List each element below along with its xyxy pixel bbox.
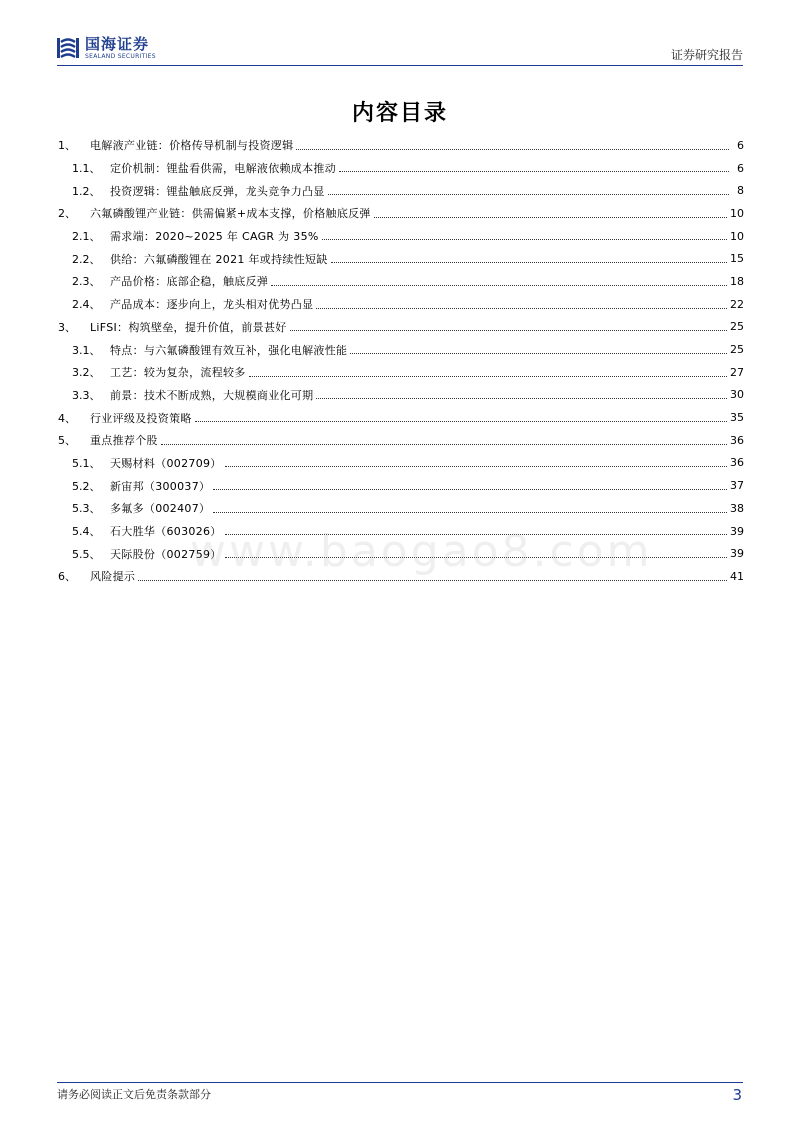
toc-leader-dots [290,329,727,331]
toc-leader-dots [249,375,727,377]
toc-entry-page: 6 [737,161,744,175]
toc-entry-title: 定价机制：锂盐看供需，电解液依赖成本推动 [110,162,336,176]
toc-leader-dots [328,193,729,195]
page-number: 3 [732,1086,742,1104]
toc-leader-dots [225,465,727,467]
toc-entry-page: 18 [730,274,744,288]
toc-entry[interactable] [58,316,744,339]
toc-entry-title: 供给：六氟磷酸锂在 2021 年或持续性短缺 [110,252,328,266]
toc-leader-dots [138,579,727,581]
toc-entry-page: 25 [730,343,744,357]
toc-entry-title: 行业评级及投资策略 [90,411,192,425]
toc-entry-page: 41 [730,569,744,583]
toc-entry-title: 特点：与六氟磷酸锂有效互补，强化电解液性能 [110,343,348,357]
toc-entry-title: 风险提示 [90,570,136,584]
toc-entry-number: 2.1、 [72,230,101,244]
toc-leader-dots [316,307,727,309]
toc-entry[interactable] [58,384,744,407]
toc-entry[interactable] [58,361,744,384]
toc-entry-page: 30 [730,388,744,402]
toc-entry-page: 25 [730,320,744,334]
toc-entry[interactable] [58,452,744,475]
toc-entry-number: 2.4、 [72,298,101,312]
toc-entry-page: 36 [730,456,744,470]
toc-entry-page: 27 [730,365,744,379]
toc-entry-number: 5、 [58,434,76,448]
toc-entry-number: 4、 [58,411,76,425]
logo-english-name: SEALAND SECURITIES [85,52,156,60]
toc-entry-number: 5.3、 [72,502,101,516]
toc-entry-page: 15 [730,252,744,266]
toc-entry[interactable] [58,429,744,452]
toc-entry-number: 1.2、 [72,184,101,198]
toc-entry-number: 5.4、 [72,525,101,539]
toc-entry-page: 6 [737,138,744,152]
toc-entry-page: 39 [730,547,744,561]
toc-entry[interactable] [58,497,744,520]
toc-entry-title: 天赐材料（002709） [110,456,222,470]
toc-entry-number: 5.1、 [72,456,101,470]
toc-leader-dots [339,170,729,172]
toc-entry-number: 3、 [58,320,76,334]
toc-entry-number: 5.5、 [72,547,101,561]
watermark: www.baogao8.com [190,526,653,577]
toc-entry-title: 产品价格：底部企稳，触底反弹 [110,275,269,289]
toc-entry[interactable] [58,247,744,270]
toc-entry[interactable] [58,202,744,225]
toc-entry-title: 石大胜华（603026） [110,525,222,539]
toc-entry[interactable] [58,134,744,157]
toc-entry-page: 39 [730,524,744,538]
toc-entry-number: 2、 [58,207,76,221]
footer-divider [57,1082,743,1083]
toc-entry[interactable] [58,225,744,248]
toc-entry[interactable] [58,270,744,293]
toc-entry-number: 1、 [58,139,76,153]
toc-leader-dots [213,511,727,513]
table-of-contents [58,134,744,588]
toc-leader-dots [350,352,727,354]
toc-leader-dots [271,284,727,286]
toc-entry-number: 2.3、 [72,275,101,289]
toc-entry[interactable] [58,406,744,429]
header-divider [57,65,743,66]
toc-entry-title: 需求端：2020~2025 年 CAGR 为 35% [110,230,319,244]
sealand-logo-icon [57,36,79,60]
toc-entry-title: 投资逻辑：锂盐触底反弹，龙头竞争力凸显 [110,184,325,198]
toc-entry[interactable] [58,338,744,361]
toc-entry-title: 多氟多（002407） [110,502,211,516]
toc-entry-page: 36 [730,433,744,447]
toc-entry-number: 1.1、 [72,162,101,176]
logo-chinese-name: 国海证券 [85,34,150,53]
toc-entry-title: 重点推荐个股 [90,434,158,448]
toc-entry-title: 六氟磷酸锂产业链：供需偏紧+成本支撑，价格触底反弹 [90,207,371,221]
toc-entry-title: 产品成本：逐步向上，龙头相对优势凸显 [110,298,314,312]
toc-leader-dots [195,420,727,422]
toc-entry-number: 2.2、 [72,252,101,266]
toc-leader-dots [374,216,727,218]
toc-entry-page: 35 [730,411,744,425]
toc-entry-number: 3.2、 [72,366,101,380]
toc-entry-number: 3.1、 [72,343,101,357]
toc-leader-dots [213,488,727,490]
toc-entry[interactable] [58,179,744,202]
toc-entry-page: 10 [730,206,744,220]
toc-entry-page: 8 [737,184,744,198]
toc-entry-number: 3.3、 [72,388,101,402]
toc-entry-page: 10 [730,229,744,243]
toc-entry-title: 天际股份（002759） [110,547,222,561]
report-type-label: 证券研究报告 [670,48,743,62]
footer-disclaimer: 请务必阅读正文后免责条款部分 [57,1088,211,1101]
toc-entry-title: LiFSI：构筑壁垒，提升价值，前景甚好 [90,320,287,334]
toc-leader-dots [161,443,727,445]
toc-leader-dots [322,238,727,240]
toc-entry-page: 38 [730,501,744,515]
toc-leader-dots [296,148,729,150]
toc-title: 内容目录 [351,101,448,126]
toc-entry-title: 前景：技术不断成熟，大规模商业化可期 [110,388,314,402]
toc-entry-page: 22 [730,297,744,311]
toc-leader-dots [316,397,727,399]
toc-entry-title: 工艺：较为复杂，流程较多 [110,366,246,380]
toc-entry-number: 5.2、 [72,479,101,493]
toc-leader-dots [331,261,727,263]
page-header [57,30,743,64]
toc-entry-title: 新宙邦（300037） [110,479,211,493]
toc-entry[interactable] [58,157,744,180]
company-logo [57,36,156,60]
toc-entry-number: 6、 [58,570,76,584]
toc-entry[interactable] [58,474,744,497]
toc-entry-page: 37 [730,479,744,493]
toc-entry[interactable] [58,293,744,316]
toc-entry-title: 电解液产业链：价格传导机制与投资逻辑 [90,139,294,153]
